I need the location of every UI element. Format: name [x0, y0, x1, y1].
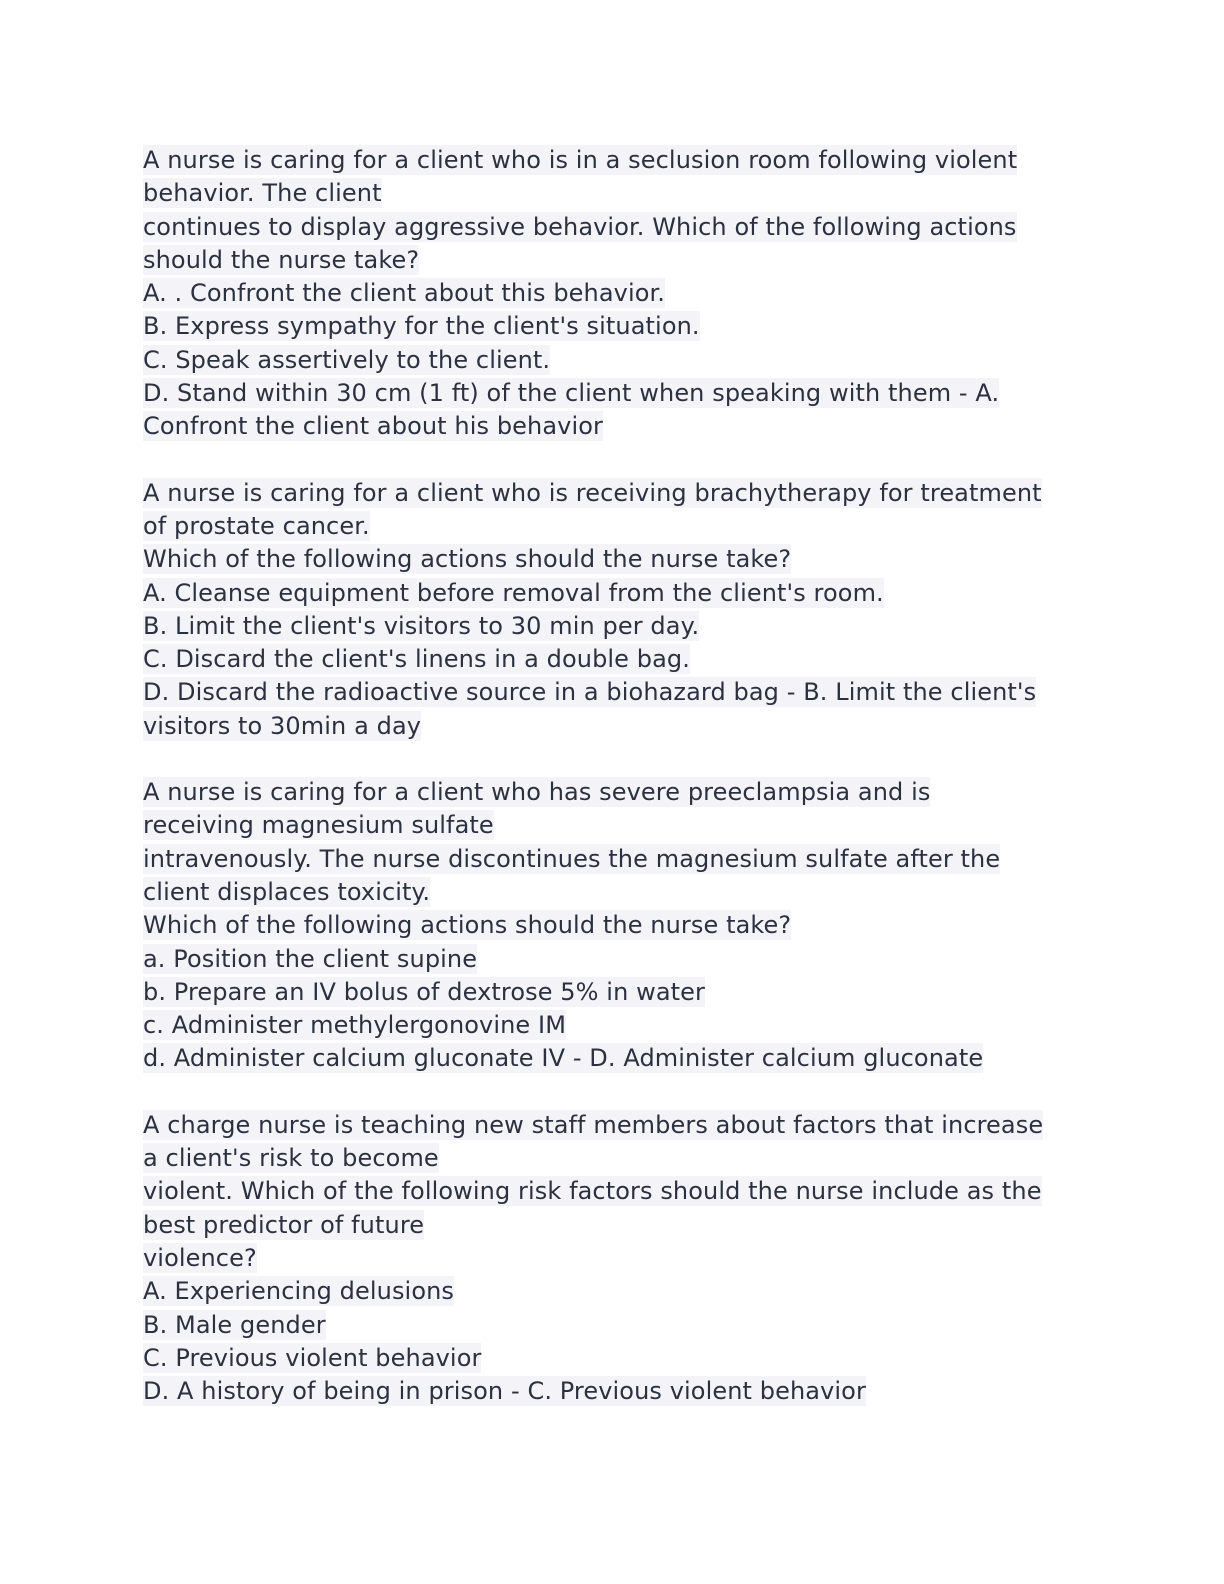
- text-line: A nurse is caring for a client who is in a seclusion room following violent: [143, 146, 1018, 174]
- answer-option: D. Discard the radioactive source in a biohazard bag - B. Limit the client's: [143, 678, 1037, 707]
- answer-option: D. A history of being in prison - C. Previous violent behavior: [143, 1377, 866, 1406]
- text-line: should the nurse take?: [143, 245, 420, 274]
- document-page: [143, 144, 1083, 1441]
- answer-option: A. . Confront the client about this behavior.: [143, 279, 666, 308]
- answer-option: b. Prepare an IV bolus of dextrose 5% in water: [143, 977, 705, 1006]
- answer-option: B. Limit the client's visitors to 30 min per day.: [143, 611, 700, 640]
- text-line: of prostate cancer.: [143, 511, 370, 540]
- answer-option: B. Male gender: [143, 1310, 326, 1339]
- answer-option: d. Administer calcium gluconate IV - D. Administer calcium gluconate: [143, 1044, 984, 1073]
- text-line: intravenously. The nurse discontinues the magnesium sulfate after the: [143, 844, 1001, 873]
- text-line: best predictor of future: [143, 1210, 425, 1239]
- answer-option: D. Stand within 30 cm (1 ft) of the client when speaking with them - A.: [143, 379, 1000, 408]
- answer-option: A. Cleanse equipment before removal from the client's room.: [143, 578, 884, 607]
- text-line: violence?: [143, 1243, 257, 1272]
- answer-option: C. Discard the client's linens in a double bag.: [143, 645, 690, 674]
- text-line: continues to display aggressive behavior. Which of the following actions: [143, 212, 1017, 241]
- question-block: [143, 477, 1083, 743]
- text-line: A nurse is caring for a client who has severe preeclampsia and is: [143, 778, 931, 807]
- answer-option: C. Previous violent behavior: [143, 1343, 482, 1372]
- text-line: a client's risk to become: [143, 1144, 439, 1173]
- text-line: Which of the following actions should the nurse take?: [143, 545, 792, 574]
- question-block: [143, 144, 1083, 444]
- question-block: [143, 776, 1083, 1076]
- answer-key: visitors to 30min a day: [143, 711, 422, 740]
- text-line: A nurse is caring for a client who is receiving brachytherapy for treatment: [143, 478, 1042, 507]
- text-line: Which of the following actions should the nurse take?: [143, 911, 792, 940]
- answer-option: A. Experiencing delusions: [143, 1277, 455, 1306]
- answer-option: B. Express sympathy for the client's situation.: [143, 312, 700, 341]
- answer-option: c. Administer methylergonovine IM: [143, 1011, 567, 1040]
- answer-key: Confront the client about his behavior: [143, 412, 603, 441]
- text-line: receiving magnesium sulfate: [143, 811, 494, 840]
- text-line: A charge nurse is teaching new staff members about factors that increase: [143, 1110, 1044, 1139]
- text-line: behavior. The client: [143, 179, 382, 208]
- text-line: client displaces toxicity.: [143, 877, 431, 906]
- answer-option: a. Position the client supine: [143, 944, 478, 973]
- text-line: violent. Which of the following risk factors should the nurse include as the: [143, 1177, 1042, 1206]
- answer-option: C. Speak assertively to the client.: [143, 345, 551, 374]
- question-block: [143, 1109, 1083, 1409]
